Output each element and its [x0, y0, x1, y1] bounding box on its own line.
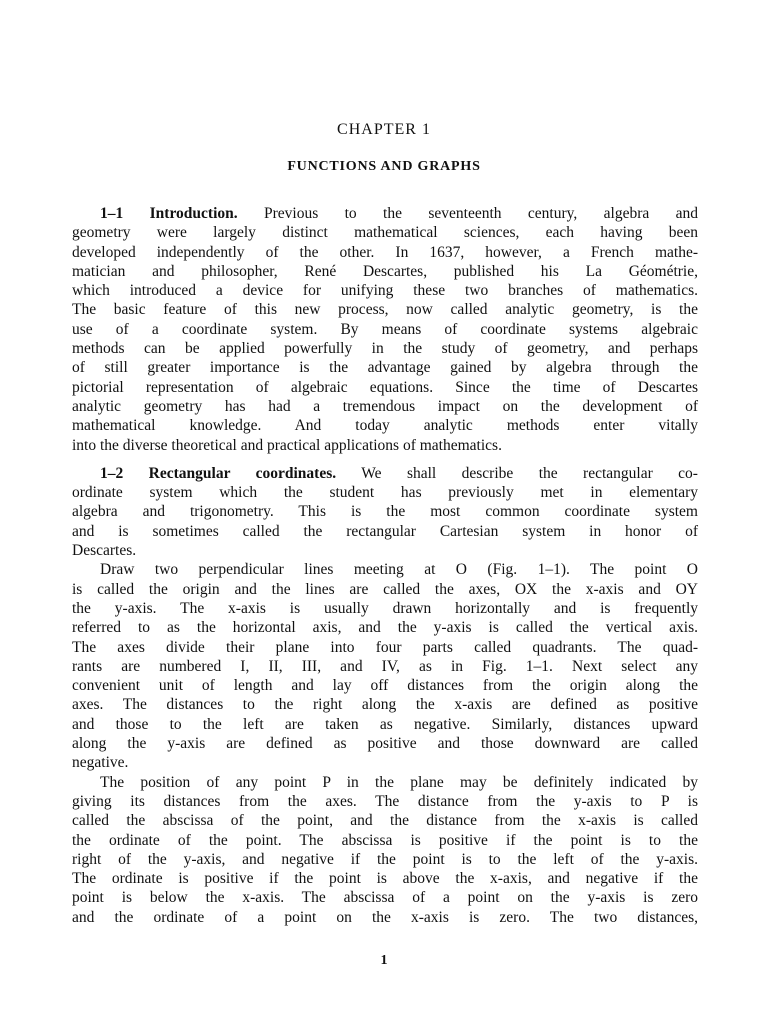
text-line: Draw two perpendicular lines meeting at O (Fig. 1–1). The point O: [100, 561, 698, 579]
text-line: along the y-axis are defined as positive and those downward are called: [72, 735, 698, 753]
text-line: 1–2 Rectangular coordinates. We shall describe the rectangular co-: [100, 464, 698, 482]
page-body: [72, 204, 698, 927]
text-line: The basic feature of this new process, now called analytic geometry, is the: [72, 301, 698, 319]
text-line: ordinate system which the student has previously met in elementary: [72, 484, 698, 502]
text-line: the y-axis. The x-axis is usually drawn horizontally and is frequently: [72, 599, 698, 617]
text-line: 1–1 Introduction. Previous to the seventeenth century, algebra and: [100, 205, 698, 222]
chapter-number: CHAPTER 1: [337, 121, 431, 138]
text-line: and those to the left are taken as negative. Similarly, distances upward: [72, 715, 698, 733]
page-number: 1: [380, 953, 388, 968]
text-line: point is below the x-axis. The abscissa of a point on the y-axis is zero: [72, 889, 698, 907]
section-heading: 1–1 Introduction.: [100, 205, 238, 222]
text-line: matician and philosopher, René Descartes, published his La Géométrie,: [72, 262, 698, 280]
text-line: The axes divide their plane into four parts called quadrants. The quad-: [72, 638, 698, 656]
section-rectangular-coordinates: [72, 464, 698, 560]
text-line: mathematical knowledge. And today analytic methods enter vitally: [72, 417, 698, 435]
text-line: and is sometimes called the rectangular Cartesian system in honor of: [72, 522, 698, 540]
text-line: rants are numbered I, II, III, and IV, as in Fig. 1–1. Next select any: [72, 657, 698, 675]
text-line: negative.: [72, 754, 129, 772]
text-line: and the ordinate of a point on the x-axis is zero. The two distances,: [72, 908, 698, 926]
text-line: is called the origin and the lines are called the axes, OX the x-axis and OY: [72, 580, 698, 598]
text-line: right of the y-axis, and negative if the point is to the left of the y-axis.: [72, 850, 698, 868]
text-line: called the abscissa of the point, and the distance from the x-axis is called: [72, 812, 698, 830]
text-line: analytic geometry has had a tremendous impact on the development of: [72, 397, 698, 415]
text-line: Descartes.: [72, 542, 137, 560]
text-line: giving its distances from the axes. The distance from the y-axis to P is: [72, 792, 698, 810]
text-line: methods can be applied powerfully in the study of geometry, and perhaps: [72, 340, 698, 358]
text-line: which introduced a device for unifying these two branches of mathematics.: [72, 282, 698, 300]
text-line: algebra and trigonometry. This is the most common coordinate system: [72, 503, 698, 521]
text-line: The ordinate is positive if the point is above the x-axis, and negative if the: [72, 870, 698, 888]
text-line: axes. The distances to the right along the x-axis are defined as positive: [72, 696, 698, 714]
section-introduction: [72, 204, 698, 455]
text-line: of still greater importance is the advantage gained by algebra through the: [72, 359, 698, 377]
paragraph-axes: [72, 560, 698, 772]
text-line: into the diverse theoretical and practical applications of mathematics.: [72, 436, 502, 454]
chapter-title: FUNCTIONS AND GRAPHS: [287, 159, 481, 174]
text-line: referred to as the horizontal axis, and the y-axis is called the vertical axis.: [72, 619, 698, 637]
text-line: developed independently of the other. In 1637, however, a French mathe-: [72, 243, 698, 261]
paragraph-point-position: [72, 773, 698, 927]
section-heading: 1–2 Rectangular coordinates.: [100, 464, 337, 482]
text-line: pictorial representation of algebraic equations. Since the time of Descartes: [72, 378, 698, 396]
text-line: convenient unit of length and lay off distances from the origin along the: [72, 677, 698, 695]
text-line: The position of any point P in the plane may be definitely indicated by: [100, 773, 698, 791]
text-line: the ordinate of the point. The abscissa is positive if the point is to the: [72, 831, 698, 849]
text-line: geometry were largely distinct mathematical sciences, each having been: [72, 224, 698, 242]
text-line: use of a coordinate system. By means of coordinate systems algebraic: [72, 320, 698, 338]
